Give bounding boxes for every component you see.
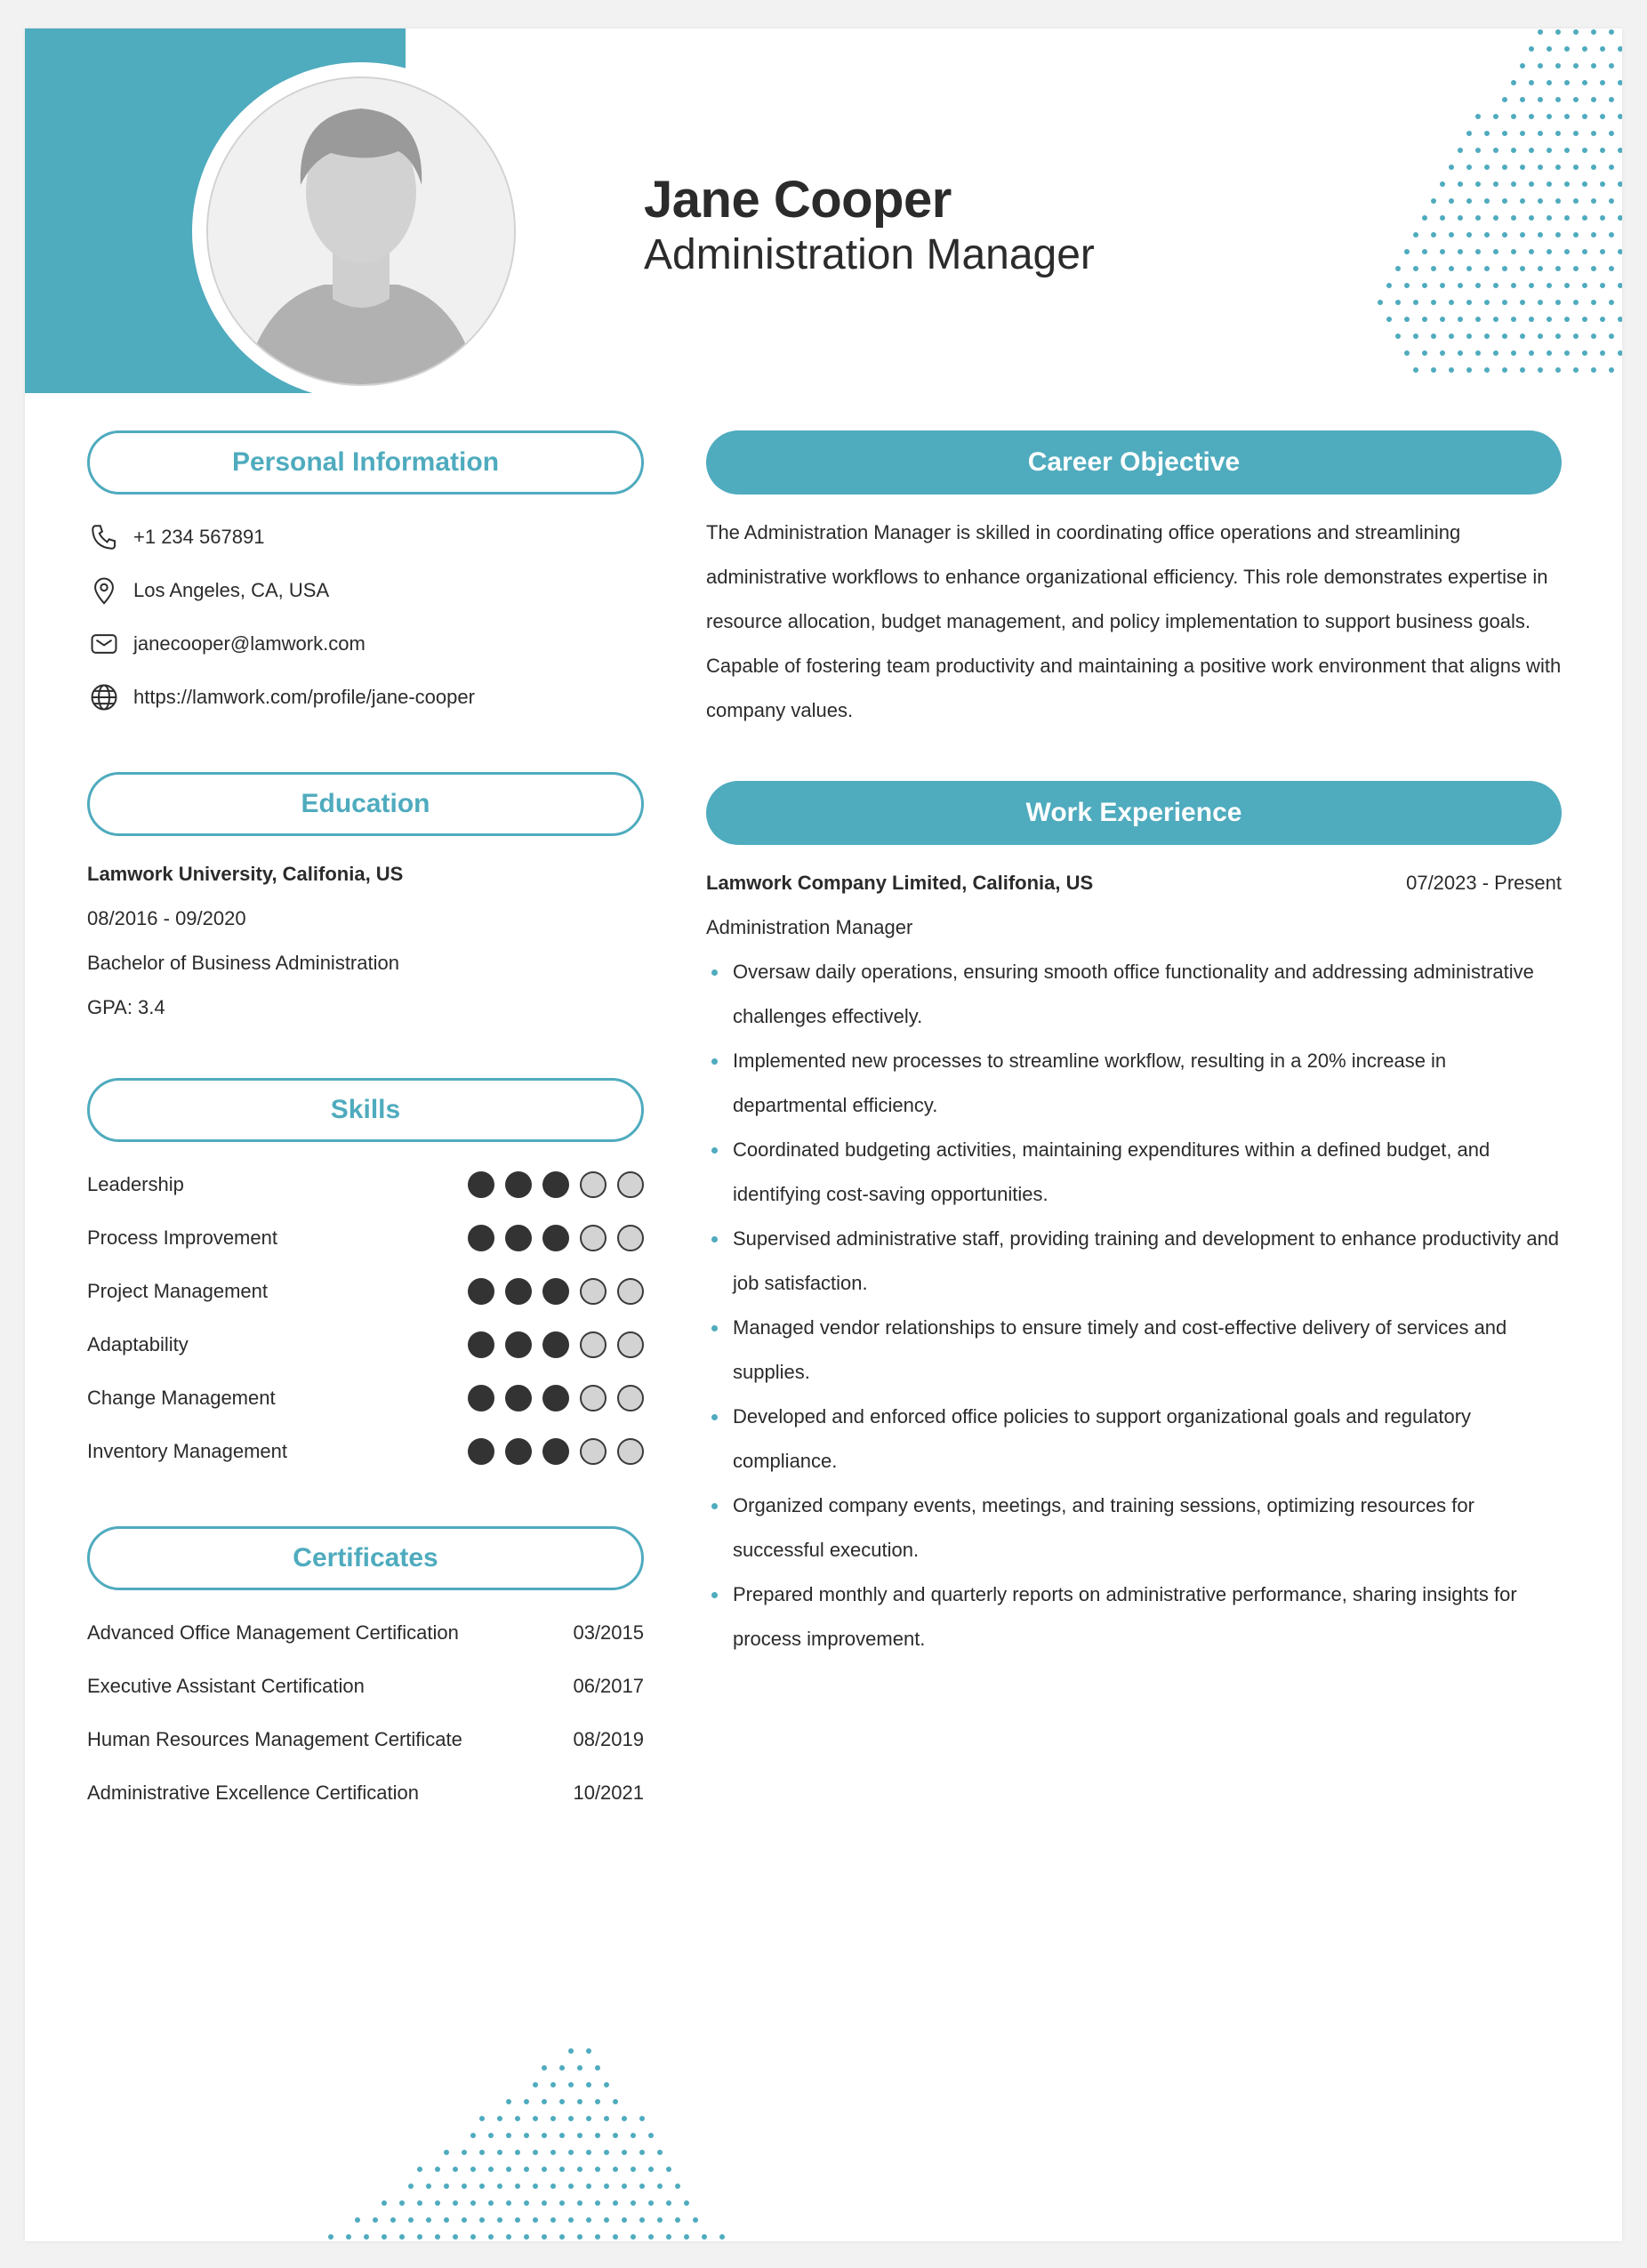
list-item: Coordinated budgeting activities, maintaining expenditures within a defined budget, and identifying cost-saving opportunities. <box>706 1128 1562 1217</box>
list-item: Oversaw daily operations, ensuring smooth office functionality and addressing administrative challenges effectively. <box>706 950 1562 1039</box>
rating-dot-empty <box>580 1385 607 1411</box>
work-company: Lamwork Company Limited, Califonia, US <box>706 872 1094 894</box>
certificate-name: Advanced Office Management Certification <box>87 1621 459 1644</box>
rating-dot-filled <box>468 1438 494 1465</box>
globe-icon <box>87 680 121 714</box>
skill-name: Inventory Management <box>87 1440 288 1462</box>
rating-dot-filled <box>542 1385 569 1411</box>
location-text: Los Angeles, CA, USA <box>133 579 330 601</box>
rating-dot-filled <box>542 1225 569 1251</box>
certificate-item <box>87 1766 644 1820</box>
certificate-date: 03/2015 <box>573 1621 644 1644</box>
certificate-name: Human Resources Management Certificate <box>87 1728 462 1750</box>
certificate-item <box>87 1606 644 1660</box>
header-name-block <box>644 171 1095 281</box>
work-role: Administration Manager <box>706 916 913 938</box>
rating-dot-filled <box>542 1278 569 1305</box>
skill-rating <box>468 1225 644 1251</box>
rating-dot-filled <box>505 1225 532 1251</box>
work-experience-section <box>706 781 1562 1661</box>
skill-name: Adaptability <box>87 1333 189 1355</box>
rating-dot-empty <box>617 1225 644 1251</box>
rating-dot-filled <box>468 1278 494 1305</box>
phone-text: +1 234 567891 <box>133 526 265 548</box>
work-experience-heading: Work Experience <box>706 781 1562 845</box>
rating-dot-empty <box>580 1278 607 1305</box>
skill-rating <box>468 1331 644 1358</box>
certificate-name: Executive Assistant Certification <box>87 1675 365 1697</box>
rating-dot-filled <box>505 1438 532 1465</box>
rating-dot-filled <box>505 1278 532 1305</box>
skill-rating <box>468 1171 644 1198</box>
list-item: Managed vendor relationships to ensure timely and cost-effective delivery of services and supplies. <box>706 1306 1562 1395</box>
location-pin-icon <box>87 574 121 607</box>
skill-rating <box>468 1438 644 1465</box>
person-name: Jane Cooper <box>644 171 952 229</box>
certificate-date: 10/2021 <box>573 1781 644 1804</box>
email-icon <box>87 627 121 661</box>
rating-dot-filled <box>468 1225 494 1251</box>
education-school: Lamwork University, Califonia, US <box>87 863 404 885</box>
skill-row <box>87 1265 644 1318</box>
skill-row <box>87 1211 644 1265</box>
personal-info-heading: Personal Information <box>87 430 644 495</box>
skill-row <box>87 1425 644 1478</box>
contact-phone[interactable] <box>87 511 644 564</box>
rating-dot-filled <box>542 1438 569 1465</box>
certificates-list <box>87 1606 644 1820</box>
career-objective-text: The Administration Manager is skilled in coordinating office operations and streamlining administrative workflows to enhance organizational efficiency. This role demonstrates expertise in resource allocation, budget management, and policy implementation to support business goals. Capable of fostering team productivity and maintaining a positive work environment that aligns with company values. <box>706 521 1562 721</box>
rating-dot-empty <box>580 1331 607 1358</box>
certificates-heading: Certificates <box>87 1526 644 1590</box>
job-title: Administration Manager <box>644 231 1095 278</box>
contact-list <box>87 511 644 724</box>
email-text: janecooper@lamwork.com <box>133 632 366 655</box>
career-objective-heading: Career Objective <box>706 430 1562 495</box>
list-item: Prepared monthly and quarterly reports on administrative performance, sharing insights for process improvement. <box>706 1572 1562 1661</box>
list-item: Organized company events, meetings, and training sessions, optimizing resources for successful execution. <box>706 1484 1562 1572</box>
skill-row <box>87 1318 644 1371</box>
rating-dot-filled <box>542 1171 569 1198</box>
skill-name: Project Management <box>87 1280 268 1302</box>
skills-heading: Skills <box>87 1078 644 1142</box>
rating-dot-empty <box>580 1171 607 1198</box>
rating-dot-filled <box>505 1385 532 1411</box>
avatar <box>206 76 516 386</box>
rating-dot-empty <box>617 1438 644 1465</box>
right-column <box>706 430 1562 1661</box>
certificate-item <box>87 1713 644 1766</box>
rating-dot-empty <box>617 1171 644 1198</box>
education-degree: Bachelor of Business Administration <box>87 952 399 974</box>
certificate-date: 06/2017 <box>573 1675 644 1697</box>
skill-row <box>87 1371 644 1425</box>
work-dates: 07/2023 - Present <box>1406 872 1562 894</box>
phone-icon <box>87 520 121 554</box>
skills-list <box>87 1158 644 1478</box>
rating-dot-filled <box>468 1171 494 1198</box>
rating-dot-filled <box>468 1385 494 1411</box>
certificates-section <box>87 1526 644 1820</box>
rating-dot-empty <box>580 1438 607 1465</box>
education-dates: 08/2016 - 09/2020 <box>87 907 246 929</box>
education-section <box>87 772 644 1030</box>
skill-rating <box>468 1385 644 1411</box>
education-heading: Education <box>87 772 644 836</box>
skill-rating <box>468 1278 644 1305</box>
rating-dot-empty <box>617 1331 644 1358</box>
skill-name: Process Improvement <box>87 1226 277 1249</box>
rating-dot-filled <box>468 1331 494 1358</box>
rating-dot-filled <box>505 1331 532 1358</box>
certificate-date: 08/2019 <box>573 1728 644 1750</box>
list-item: Implemented new processes to streamline workflow, resulting in a 20% increase in departmental efficiency. <box>706 1039 1562 1128</box>
avatar-silhouette-icon <box>208 78 514 384</box>
skill-name: Change Management <box>87 1387 276 1409</box>
website-text: https://lamwork.com/profile/jane-cooper <box>133 686 475 708</box>
certificate-name: Administrative Excellence Certification <box>87 1781 419 1804</box>
education-gpa: GPA: 3.4 <box>87 996 165 1018</box>
resume-page <box>25 28 1622 2241</box>
certificate-item <box>87 1660 644 1713</box>
work-bullets <box>706 950 1562 1661</box>
skill-row <box>87 1158 644 1211</box>
left-column <box>87 430 644 1820</box>
list-item: Supervised administrative staff, providing training and development to enhance productivity and job satisfaction. <box>706 1217 1562 1306</box>
rating-dot-filled <box>542 1331 569 1358</box>
skill-name: Leadership <box>87 1173 184 1195</box>
contact-website[interactable] <box>87 671 644 724</box>
decorative-dot-pattern-bottom <box>283 2047 745 2241</box>
rating-dot-empty <box>617 1278 644 1305</box>
rating-dot-empty <box>580 1225 607 1251</box>
contact-email[interactable] <box>87 617 644 671</box>
rating-dot-filled <box>505 1171 532 1198</box>
list-item: Developed and enforced office policies to support organizational goals and regulatory compliance. <box>706 1395 1562 1484</box>
skills-section <box>87 1078 644 1478</box>
rating-dot-empty <box>617 1385 644 1411</box>
contact-location <box>87 564 644 617</box>
decorative-dot-pattern-top <box>1359 28 1622 402</box>
